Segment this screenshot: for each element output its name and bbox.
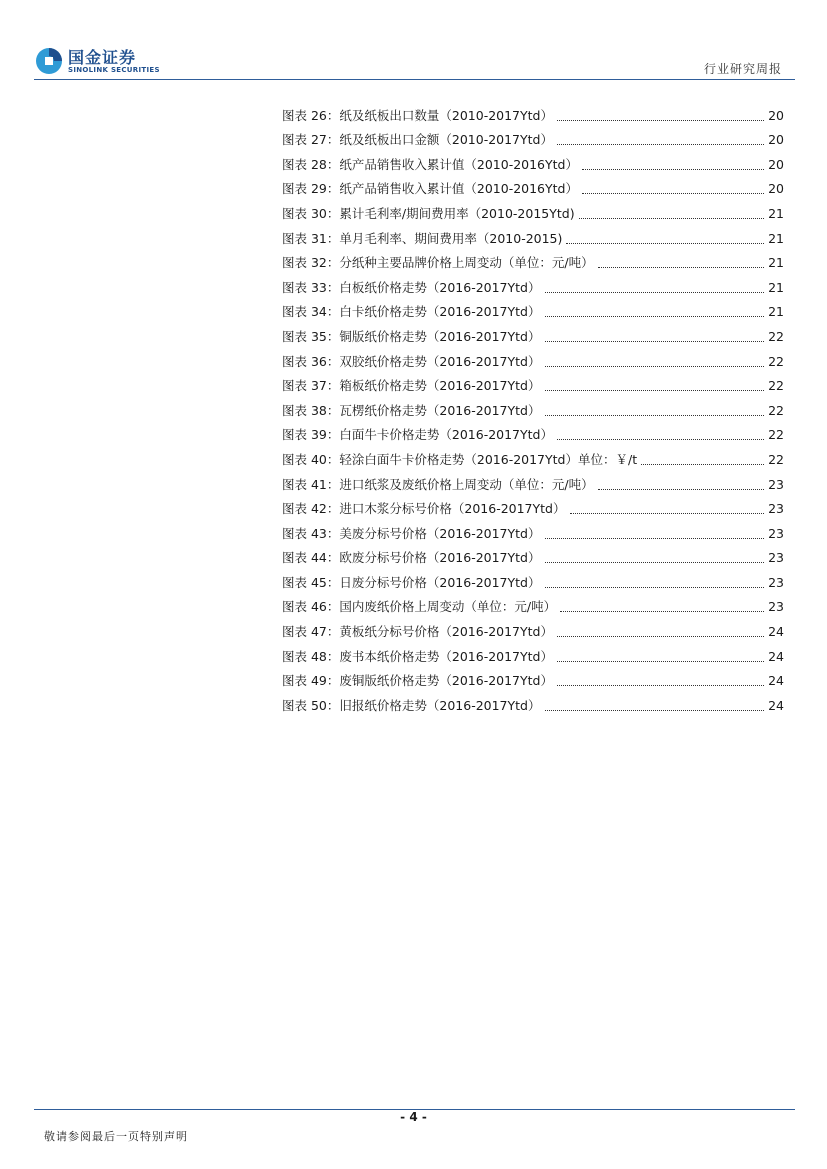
toc-entry[interactable]	[282, 665, 784, 690]
toc-entry-page[interactable]: 21	[768, 230, 784, 246]
toc-entry-page[interactable]: 23	[768, 599, 784, 615]
toc-dot-leader	[545, 537, 765, 539]
toc-entry-title[interactable]: 图表 39：白面牛卡价格走势（2016-2017Ytd）	[282, 427, 553, 443]
toc-entry-page[interactable]: 21	[768, 255, 784, 271]
toc-entry-title[interactable]: 图表 31：单月毛利率、期间费用率（2010-2015)	[282, 230, 563, 246]
toc-entry-page[interactable]: 22	[768, 378, 784, 394]
toc-entry-title[interactable]: 图表 47：黄板纸分标号价格（2016-2017Ytd）	[282, 624, 553, 640]
toc-entry-title[interactable]: 图表 42：进口木浆分标号价格（2016-2017Ytd）	[282, 501, 566, 517]
toc-entry[interactable]	[282, 542, 784, 567]
toc-entry[interactable]	[282, 222, 784, 247]
toc-entry[interactable]	[282, 394, 784, 419]
toc-entry-title[interactable]: 图表 41：进口纸浆及废纸价格上周变动（单位：元/吨）	[282, 476, 594, 492]
disclaimer: 敬请参阅最后一页特别声明	[44, 1130, 188, 1143]
toc-entry-page[interactable]: 23	[768, 574, 784, 590]
toc-dot-leader	[557, 660, 764, 662]
toc-entry[interactable]	[282, 615, 784, 640]
toc-dot-leader	[557, 438, 764, 440]
toc-entry[interactable]	[282, 443, 784, 468]
toc-entry-title[interactable]: 图表 44：欧废分标号价格（2016-2017Ytd）	[282, 550, 541, 566]
toc-entry[interactable]	[282, 197, 784, 222]
toc-entry-page[interactable]: 24	[768, 624, 784, 640]
toc-dot-leader	[545, 414, 765, 416]
toc-entry[interactable]	[282, 493, 784, 518]
toc-entry[interactable]	[282, 173, 784, 198]
report-type: 行业研究周报	[703, 62, 782, 76]
toc-dot-leader	[545, 291, 765, 293]
toc-dot-leader	[545, 340, 765, 342]
toc-entry-title[interactable]: 图表 48：废书本纸价格走势（2016-2017Ytd）	[282, 648, 553, 664]
toc-dot-leader	[557, 143, 764, 145]
toc-dot-leader	[566, 242, 764, 244]
toc-entry-page[interactable]: 22	[768, 402, 784, 418]
toc-entry[interactable]	[282, 320, 784, 345]
toc-entry[interactable]	[282, 370, 784, 395]
toc-entry[interactable]	[282, 345, 784, 370]
toc-entry-title[interactable]: 图表 32：分纸种主要品牌价格上周变动（单位：元/吨）	[282, 255, 594, 271]
brand-name: 国金证券	[68, 48, 137, 67]
page-header	[0, 0, 827, 80]
toc-entry-page[interactable]: 22	[768, 427, 784, 443]
toc-entry[interactable]	[282, 419, 784, 444]
toc-dot-leader	[545, 561, 765, 563]
toc-entry-page[interactable]: 24	[768, 673, 784, 689]
toc-entry[interactable]	[282, 689, 784, 714]
toc-entry-title[interactable]: 图表 40：轻涂白面牛卡价格走势（2016-2017Ytd）单位：￥/t	[282, 451, 638, 467]
toc-dot-leader	[545, 315, 765, 317]
toc-entry[interactable]	[282, 591, 784, 616]
toc-entry[interactable]	[282, 148, 784, 173]
header-divider	[34, 79, 795, 80]
toc-entry[interactable]	[282, 99, 784, 124]
toc-entry-title[interactable]: 图表 36：双胶纸价格走势（2016-2017Ytd）	[282, 353, 541, 369]
toc-entry-page[interactable]: 20	[768, 132, 784, 148]
toc-entry-page[interactable]: 24	[768, 648, 784, 664]
toc-entry-title[interactable]: 图表 38：瓦楞纸价格走势（2016-2017Ytd）	[282, 402, 541, 418]
toc-dot-leader	[560, 610, 764, 612]
toc-entry-title[interactable]: 图表 35：铜版纸价格走势（2016-2017Ytd）	[282, 328, 541, 344]
sinolink-logo-icon	[34, 46, 64, 76]
toc-entry-title[interactable]: 图表 37：箱板纸价格走势（2016-2017Ytd）	[282, 378, 541, 394]
toc-entry-title[interactable]: 图表 29：纸产品销售收入累计值（2010-2016Ytd）	[282, 181, 578, 197]
toc-entry-page[interactable]: 20	[768, 181, 784, 197]
toc-entry-title[interactable]: 图表 45：日废分标号价格（2016-2017Ytd）	[282, 574, 541, 590]
toc-entry-page[interactable]: 22	[768, 353, 784, 369]
toc-entry-title[interactable]: 图表 43：美废分标号价格（2016-2017Ytd）	[282, 525, 541, 541]
toc-dot-leader	[582, 168, 764, 170]
toc-dot-leader	[557, 635, 764, 637]
toc-entry[interactable]	[282, 468, 784, 493]
toc-entry-page[interactable]: 24	[768, 697, 784, 713]
toc-dot-leader	[579, 217, 764, 219]
toc-dot-leader	[570, 512, 765, 514]
toc-entry-page[interactable]: 23	[768, 501, 784, 517]
toc-dot-leader	[582, 192, 764, 194]
toc-dot-leader	[545, 365, 765, 367]
toc-dot-leader	[557, 684, 764, 686]
toc-entry[interactable]	[282, 247, 784, 272]
toc-entry[interactable]	[282, 124, 784, 149]
toc-entry[interactable]	[282, 566, 784, 591]
toc-entry[interactable]	[282, 517, 784, 542]
toc-entry-title[interactable]: 图表 27：纸及纸板出口金额（2010-2017Ytd）	[282, 132, 553, 148]
toc-entry-page[interactable]: 20	[768, 156, 784, 172]
page-number: - 4 -	[400, 1110, 427, 1124]
toc-entry-page[interactable]: 21	[768, 279, 784, 295]
toc-dot-leader	[641, 463, 764, 465]
toc-entry[interactable]	[282, 640, 784, 665]
toc-entry-title[interactable]: 图表 49：废铜版纸价格走势（2016-2017Ytd）	[282, 673, 553, 689]
toc-entry[interactable]	[282, 271, 784, 296]
toc-entry-title[interactable]: 图表 50：旧报纸价格走势（2016-2017Ytd）	[282, 697, 541, 713]
toc-entry-page[interactable]: 20	[768, 107, 784, 123]
toc-entry-page[interactable]: 21	[768, 304, 784, 320]
toc-dot-leader	[545, 709, 765, 711]
toc-entry-page[interactable]: 23	[768, 476, 784, 492]
toc-entry-title[interactable]: 图表 34：白卡纸价格走势（2016-2017Ytd）	[282, 304, 541, 320]
toc-dot-leader	[598, 266, 764, 268]
toc-entry-page[interactable]: 22	[768, 451, 784, 467]
toc-dot-leader	[598, 488, 764, 490]
toc-entry-title[interactable]: 图表 28：纸产品销售收入累计值（2010-2016Ytd）	[282, 156, 578, 172]
toc-entry-page[interactable]: 21	[768, 205, 784, 221]
toc-entry-page[interactable]: 23	[768, 525, 784, 541]
toc-entry[interactable]	[282, 296, 784, 321]
toc-entry-title[interactable]: 图表 33：白板纸价格走势（2016-2017Ytd）	[282, 279, 541, 295]
toc-entry-title[interactable]: 图表 46：国内废纸价格上周变动（单位：元/吨）	[282, 599, 557, 615]
toc-dot-leader	[545, 389, 765, 391]
toc-entry-title[interactable]: 图表 30：累计毛利率/期间费用率（2010-2015Ytd)	[282, 205, 575, 221]
toc-entry-page[interactable]: 23	[768, 550, 784, 566]
toc-entry-title[interactable]: 图表 26：纸及纸板出口数量（2010-2017Ytd）	[282, 107, 553, 123]
toc-entry-page[interactable]: 22	[768, 328, 784, 344]
brand-name-english: SINOLINK SECURITIES	[68, 66, 160, 74]
toc-dot-leader	[545, 586, 765, 588]
table-of-figures	[282, 99, 784, 714]
toc-dot-leader	[557, 119, 764, 121]
